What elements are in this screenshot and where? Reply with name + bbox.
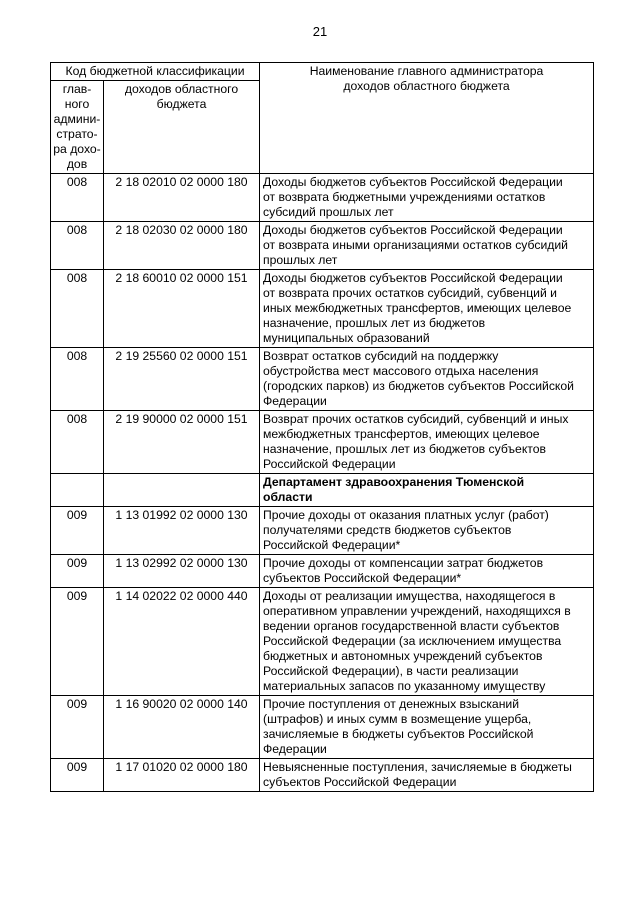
admin-code-cell: 008 (51, 174, 104, 222)
income-code-cell (104, 474, 260, 507)
income-code-cell: 1 14 02022 02 0000 440 (104, 588, 260, 696)
table-row (51, 588, 594, 696)
department-name-cell: Департамент здравоохранения Тюменской области (260, 474, 594, 507)
department-row (51, 474, 594, 507)
income-name-cell: Доходы бюджетов субъектов Российской Федерации от возврата прочих остатков субсидий, субвенций и иных межбюджетных трансфертов, имеющих целевое назначение, прошлых лет из бюджетов муниципальных образований (260, 270, 594, 348)
page-number: 21 (312, 24, 328, 39)
income-code-cell: 1 17 01020 02 0000 180 (104, 759, 260, 792)
admin-code-cell: 008 (51, 270, 104, 348)
income-code-cell: 2 19 90000 02 0000 151 (104, 411, 260, 474)
header-admin-name (260, 63, 594, 174)
income-code-cell: 2 18 02030 02 0000 180 (104, 222, 260, 270)
table-row (51, 696, 594, 759)
header-code-group: Код бюджетной классификации (51, 63, 260, 81)
admin-code-cell (51, 474, 104, 507)
admin-code-cell: 009 (51, 555, 104, 588)
table-row (51, 411, 594, 474)
income-name-cell: Доходы бюджетов субъектов Российской Федерации от возврата иными организациями остатков субсидий прошлых лет (260, 222, 594, 270)
admin-code-cell: 009 (51, 507, 104, 555)
income-name-cell: Доходы от реализации имущества, находящегося в оперативном управлении учреждений, находящихся в ведении органов государственной власти субъектов Российской Федерации (за исключением имущества бюджетных и автономных учреждений субъектов Российской Федерации), в части реализации материальных запасов по указанному имуществу (260, 588, 594, 696)
table-row (51, 270, 594, 348)
income-name-cell: Невыясненные поступления, зачисляемые в бюджеты субъектов Российской Федерации (260, 759, 594, 792)
income-code-cell: 1 13 02992 02 0000 130 (104, 555, 260, 588)
income-code-cell: 2 18 60010 02 0000 151 (104, 270, 260, 348)
income-name-cell: Возврат прочих остатков субсидий, субвенций и иных межбюджетных трансфертов, имеющих целевое назначение, прошлых лет из бюджетов субъектов Российской Федерации (260, 411, 594, 474)
table-body (51, 174, 594, 792)
income-name-cell: Прочие доходы от компенсации затрат бюджетов субъектов Российской Федерации* (260, 555, 594, 588)
admin-code-cell: 008 (51, 348, 104, 411)
income-name-cell: Прочие поступления от денежных взысканий (штрафов) и иных сумм в возмещение ущерба, зачисляемые в бюджеты субъектов Российской Федерации (260, 696, 594, 759)
income-code-cell: 1 16 90020 02 0000 140 (104, 696, 260, 759)
income-name-cell: Прочие доходы от оказания платных услуг (работ) получателями средств бюджетов субъектов Российской Федерации* (260, 507, 594, 555)
income-code-cell: 2 18 02010 02 0000 180 (104, 174, 260, 222)
table-row (51, 507, 594, 555)
admin-code-cell: 008 (51, 222, 104, 270)
admin-code-cell: 008 (51, 411, 104, 474)
table-row (51, 174, 594, 222)
header-income-code (104, 81, 260, 174)
income-code-cell: 1 13 01992 02 0000 130 (104, 507, 260, 555)
admin-code-cell: 009 (51, 588, 104, 696)
table-row (51, 348, 594, 411)
header-admin-code (51, 81, 104, 174)
income-code-cell: 2 19 25560 02 0000 151 (104, 348, 260, 411)
income-name-cell: Возврат остатков субсидий на поддержку обустройства мест массового отдыха населения (городских парков) из бюджетов субъектов Российской Федерации (260, 348, 594, 411)
header-income-code-text: доходов областного бюджета (124, 82, 239, 111)
income-name-cell: Доходы бюджетов субъектов Российской Федерации от возврата бюджетными учреждениями остатков субсидий прошлых лет (260, 174, 594, 222)
table-row (51, 555, 594, 588)
admin-code-cell: 009 (51, 696, 104, 759)
admin-code-cell: 009 (51, 759, 104, 792)
header-admin-name-text: Наименование главного администратора доходов областного бюджета (309, 64, 544, 93)
table-row (51, 759, 594, 792)
header-admin-code-text: глав- ного админи- страто- ра дохо- дов (53, 82, 101, 171)
budget-classification-table (50, 62, 594, 792)
table-row (51, 222, 594, 270)
table-header-row (51, 63, 594, 81)
